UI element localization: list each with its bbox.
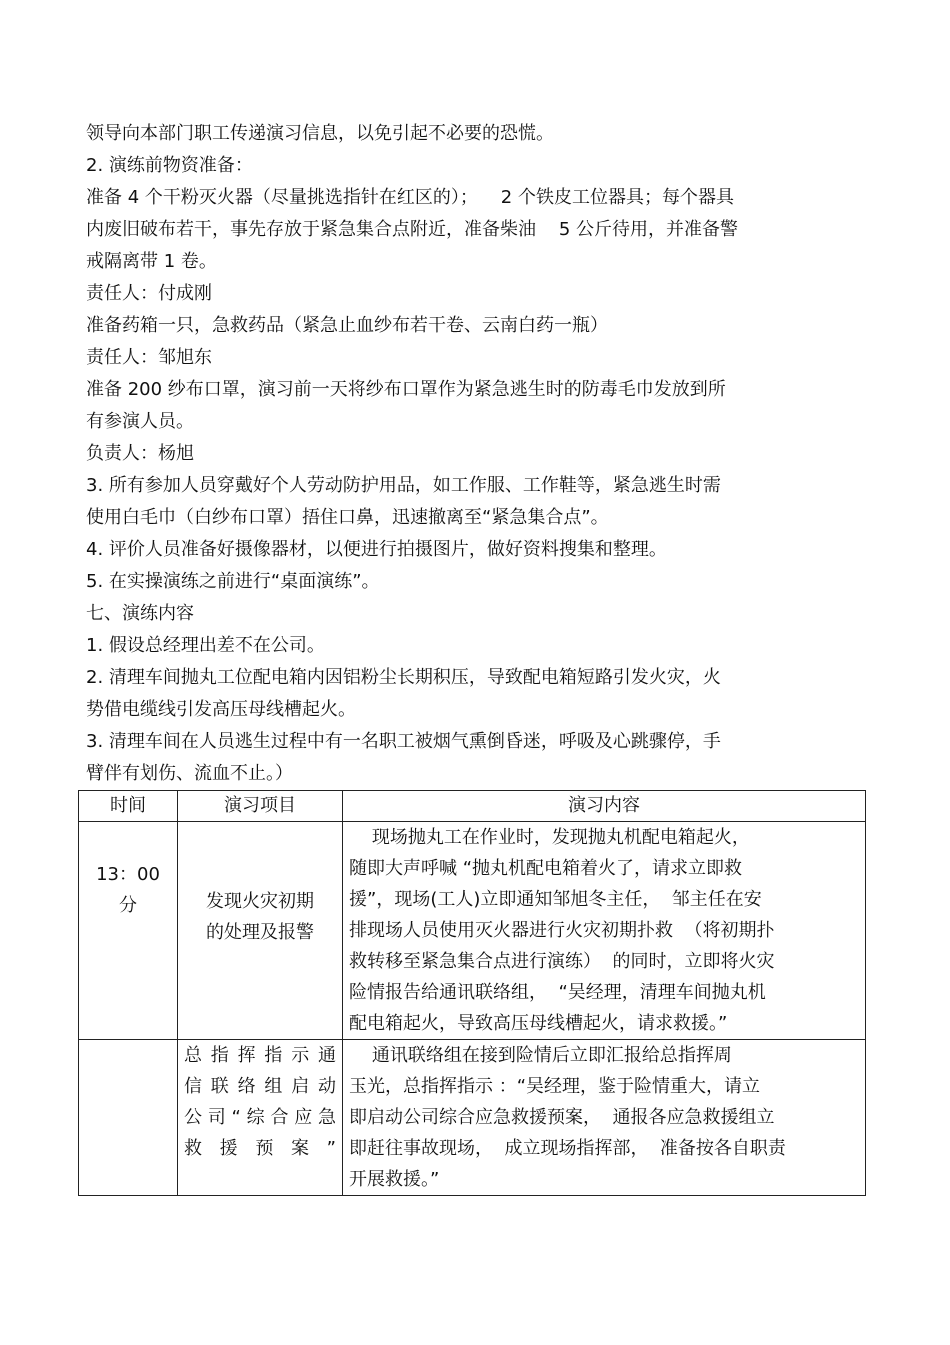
body-line: 1. 假设总经理出差不在公司。 [86,635,325,656]
item-cell [178,822,343,1040]
content-text: 配电箱起火，导致高压母线槽起火，请求救援。” [349,1013,728,1034]
table-row [79,822,866,1040]
body-line: 使用白毛巾（白纱布口罩）捂住口鼻，迅速撤离至“紧急集合点”。 [86,507,609,528]
body-line: 责任人：付成刚 [86,283,212,304]
body-line: 2. 演练前物资准备： [86,155,253,176]
content-text: 开展救援。” [349,1169,440,1190]
header-content: 演习内容 [343,791,866,822]
body-line: 有参演人员。 [86,411,194,432]
content-text: 通讯联络组在接到险情后立即汇报给总指挥周 [349,1045,732,1066]
content-text: 即启动公司综合应急救援预案， 通报各应急救援组立 [349,1107,775,1128]
header-time: 时间 [79,791,178,822]
content-cell [343,1040,866,1196]
body-line: 准备 200 纱布口罩，演习前一天将纱布口罩作为紧急逃生时的防毒毛巾发放到所 [86,379,726,400]
body-line: 领导向本部门职工传递演习信息，以免引起不必要的恐慌。 [86,123,554,144]
content-text: 排现场人员使用灭火器进行火灾初期扑救 （将初期扑 [349,920,775,941]
content-text: 援”，现场(工人)立即通知邹旭冬主任， 邹主任在安 [349,889,762,910]
body-line: 准备 4 个干粉灭火器（尽量挑选指针在红区的）； 2 个铁皮工位器具；每个器具 [86,187,734,208]
item-text: 公司“综合应急 [184,1107,336,1128]
drill-schedule-table [78,790,866,1196]
body-line: 责任人：邹旭东 [86,347,212,368]
section-heading: 七、演练内容 [86,603,194,624]
body-line: 2. 清理车间抛丸工位配电箱内因铝粉尘长期积压，导致配电箱短路引发火灾，火 [86,667,721,688]
content-text: 现场抛丸工在作业时，发现抛丸机配电箱起火， [349,827,750,848]
body-line: 4. 评价人员准备好摄像器材，以便进行拍摄图片，做好资料搜集和整理。 [86,539,667,560]
time-cell [79,822,178,1040]
body-line: 臂伴有划伤、流血不止。） [86,763,293,784]
body-line: 负责人：杨旭 [86,443,194,464]
item-cell [178,1040,343,1196]
content-text: 救转移至紧急集合点进行演练） 的同时，立即将火灾 [349,951,775,972]
time-cell [79,1040,178,1196]
content-text: 随即大声呼喊 “抛丸机配电箱着火了，请求立即救 [349,858,743,879]
body-line: 5. 在实操演练之前进行“桌面演练”。 [86,571,380,592]
body-line: 戒隔离带 1 卷。 [86,251,217,272]
item-text: 的处理及报警 [206,922,314,943]
table-row [79,1040,866,1196]
item-text: 发现火灾初期 [206,891,314,912]
content-text: 险情报告给通讯联络组， “吴经理，清理车间抛丸机 [349,982,766,1003]
item-text: 总指挥指示通 [184,1045,336,1066]
header-item: 演习项目 [178,791,343,822]
content-cell [343,822,866,1040]
body-line: 内废旧破布若干，事先存放于紧急集合点附近，准备柴油 5 公斤待用，并准备警 [86,219,739,240]
time-text: 13：00 [96,864,160,885]
time-text: 分 [119,895,137,916]
table-header-row [79,791,866,822]
content-text: 玉光，总指挥指示 ：“吴经理，鉴于险情重大，请立 [349,1076,761,1097]
body-line: 准备药箱一只，急救药品（紧急止血纱布若干卷、云南白药一瓶） [86,315,608,336]
body-line: 3. 清理车间在人员逃生过程中有一名职工被烟气熏倒昏迷，呼吸及心跳骤停，手 [86,731,721,752]
item-text: 救援预案” [184,1138,336,1159]
content-text: 即赶往事故现场， 成立现场指挥部， 准备按各自职责 [349,1138,786,1159]
body-line: 势借电缆线引发高压母线槽起火。 [86,699,356,720]
body-line: 3. 所有参加人员穿戴好个人劳动防护用品，如工作服、工作鞋等，紧急逃生时需 [86,475,721,496]
item-text: 信联络组启动 [184,1076,336,1097]
document-body [86,118,866,790]
